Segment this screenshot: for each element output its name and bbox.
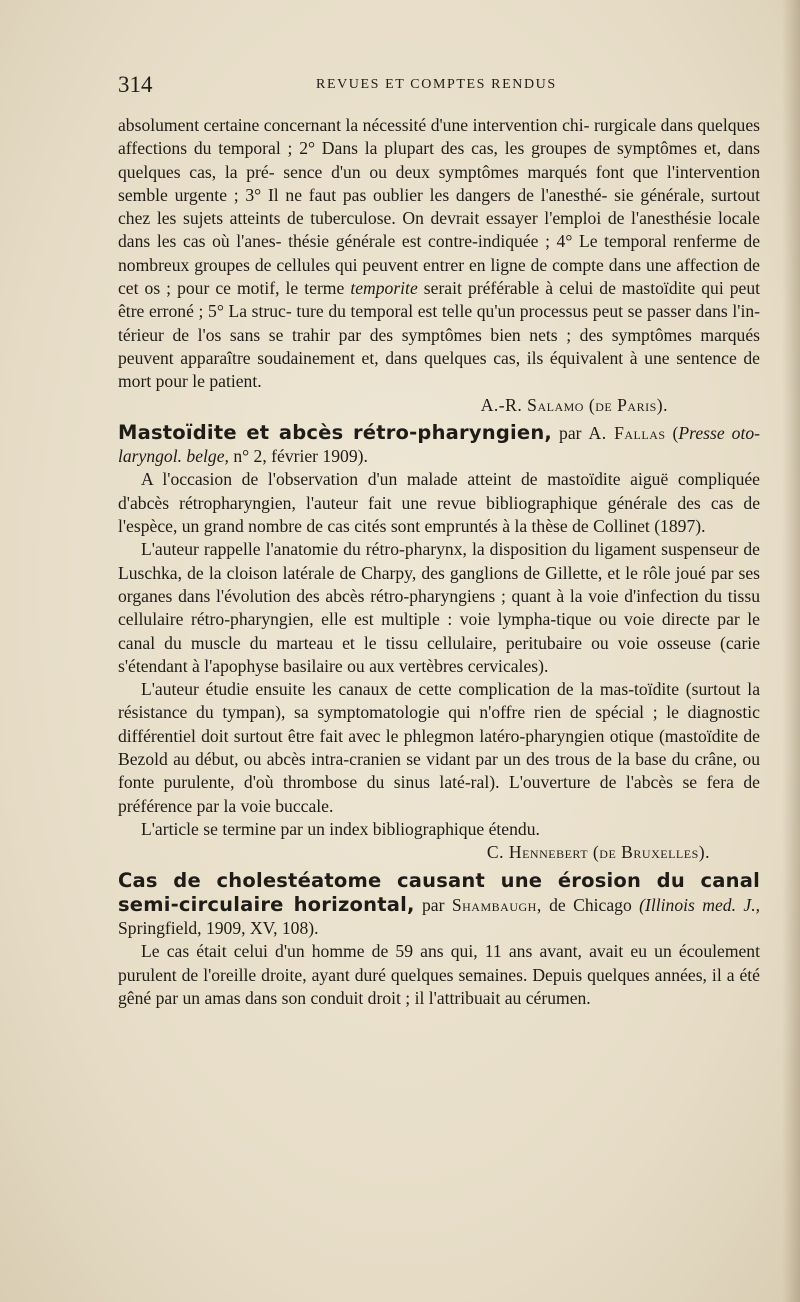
article2-paragraph-4: L'article se termine par un index bibliographique étendu. (141, 818, 540, 839)
article2-heading: Mastoïdite et abcès rétro-pharyngien, par A. Fallas (Presse oto-laryngol. belge, n° 2, février 1909). (118, 420, 760, 467)
page-edge-shadow (782, 0, 800, 1302)
article1-signature: A.-R. Salamo (de Paris). (480, 394, 668, 415)
page-body (118, 114, 760, 1010)
article2-paragraph-1: A l'occasion de l'observation d'un malade atteint de mastoïdite aiguë compliquée d'abcès rétropharyngien, l'auteur fait une revue bibliographique générale des cas de l'espèce, un grand nombre de cas cités sont empruntés à la thèse de Collinet (1897). (118, 469, 760, 537)
article3-journal: (Illinois med. J., (639, 894, 760, 915)
article3-title: Cas de cholestéatome causant une érosion du canal semi-circulaire horizontal, (118, 868, 760, 916)
article2-title: Mastoïdite et abcès rétro-pharyngien, (118, 420, 553, 444)
running-head (118, 72, 758, 102)
page-number: 314 (118, 72, 153, 97)
article2-author: A. Fallas (588, 422, 666, 443)
article3-author: Shambaugh, (451, 894, 542, 915)
article3-paragraph-1: Le cas était celui d'un homme de 59 ans qui, 11 ans avant, avait eu un écoulement purulent de l'oreille droite, ayant duré quelques semaines. Depuis quelques années, il a été gêné par un amas dans son conduit droit ; il l'attribuait au cérumen. (118, 941, 760, 1008)
article2-paragraph-3: L'auteur étudie ensuite les canaux de cette complication de la mas-toïdite (surtout la résistance du tympan), sa symptomatologie qui n'offre rien de spécial ; le diagnostic différentiel doit surtout être fait avec le phlegmon latéro-pharyngien otique (mastoïdite de Bezold au début, ou abcès intra-cranien se vidant par un des trous de la base du crâne, ou fonte purulente, d'où thrombose du sinus laté-ral). L'ouverture de l'abcès se fera de préférence par la voie buccale. (118, 679, 760, 816)
article2-journal: Presse oto-laryngol. belge, (118, 422, 760, 467)
article2-signature: C. Hennebert (de Bruxelles). (486, 842, 710, 863)
term-temporite: temporite (350, 278, 418, 299)
article1-text: absolument certaine concernant la nécessité d'une intervention chi- rurgicale dans quelques affections du temporal ; 2° Dans la plupart des cas, les groupes de symptômes et, dans quelques cas, la pré- sence d'un ou deux symptômes marqués font que l'intervention semble urgente ; 3° Il ne faut pas oublier les dangers de l'anesthé- sie générale, surtout chez les sujets atteints de tuberculose. On devrait essayer l'emploi de l'anesthésie locale dans les cas où l'anes- thésie générale est contre-indiquée ; 4° Le temporal renferme de nombreux groupes de cellules qui peuvent entrer en ligne de compte dans une affection de cet os ; pour ce motif, le terme temporite serait préférable à celui de mastoïdite qui peut être erroné ; 5° La struc- ture du temporal est telle qu'un processus peut se passer dans l'in- térieur de l'os sans se trahir par des symptômes bien nets ; des symptômes marqués peuvent apparaître soudainement et, dans quelques cas, ils équivalent à une sentence de mort pour le patient. (118, 115, 761, 392)
article3-heading: Cas de cholestéatome causant une érosion du canal semi-circulaire horizontal, par Shambaugh, de Chicago (Illinois med. J., Springfield, 1909, XV, 108). (118, 868, 760, 939)
running-title: REVUES ET COMPTES RENDUS (316, 77, 557, 92)
article2-paragraph-2: L'auteur rappelle l'anatomie du rétro-pharynx, la disposition du ligament suspenseur de Luschka, de la cloison latérale de Charpy, des ganglions de Gillette, et le rôle joué par ses organes dans l'évolution des abcès rétro-pharyngiens ; quant à la voie d'infection du tissu cellulaire rétro-pharyngien, elle est multiple : voie lympha-tique ou voie directe par le canal du muscle du marteau et le tissu cellulaire, peritubaire ou voie osseuse (carie s'étendant à l'apophyse basilaire ou aux vertèbres cervicales). (118, 539, 760, 676)
